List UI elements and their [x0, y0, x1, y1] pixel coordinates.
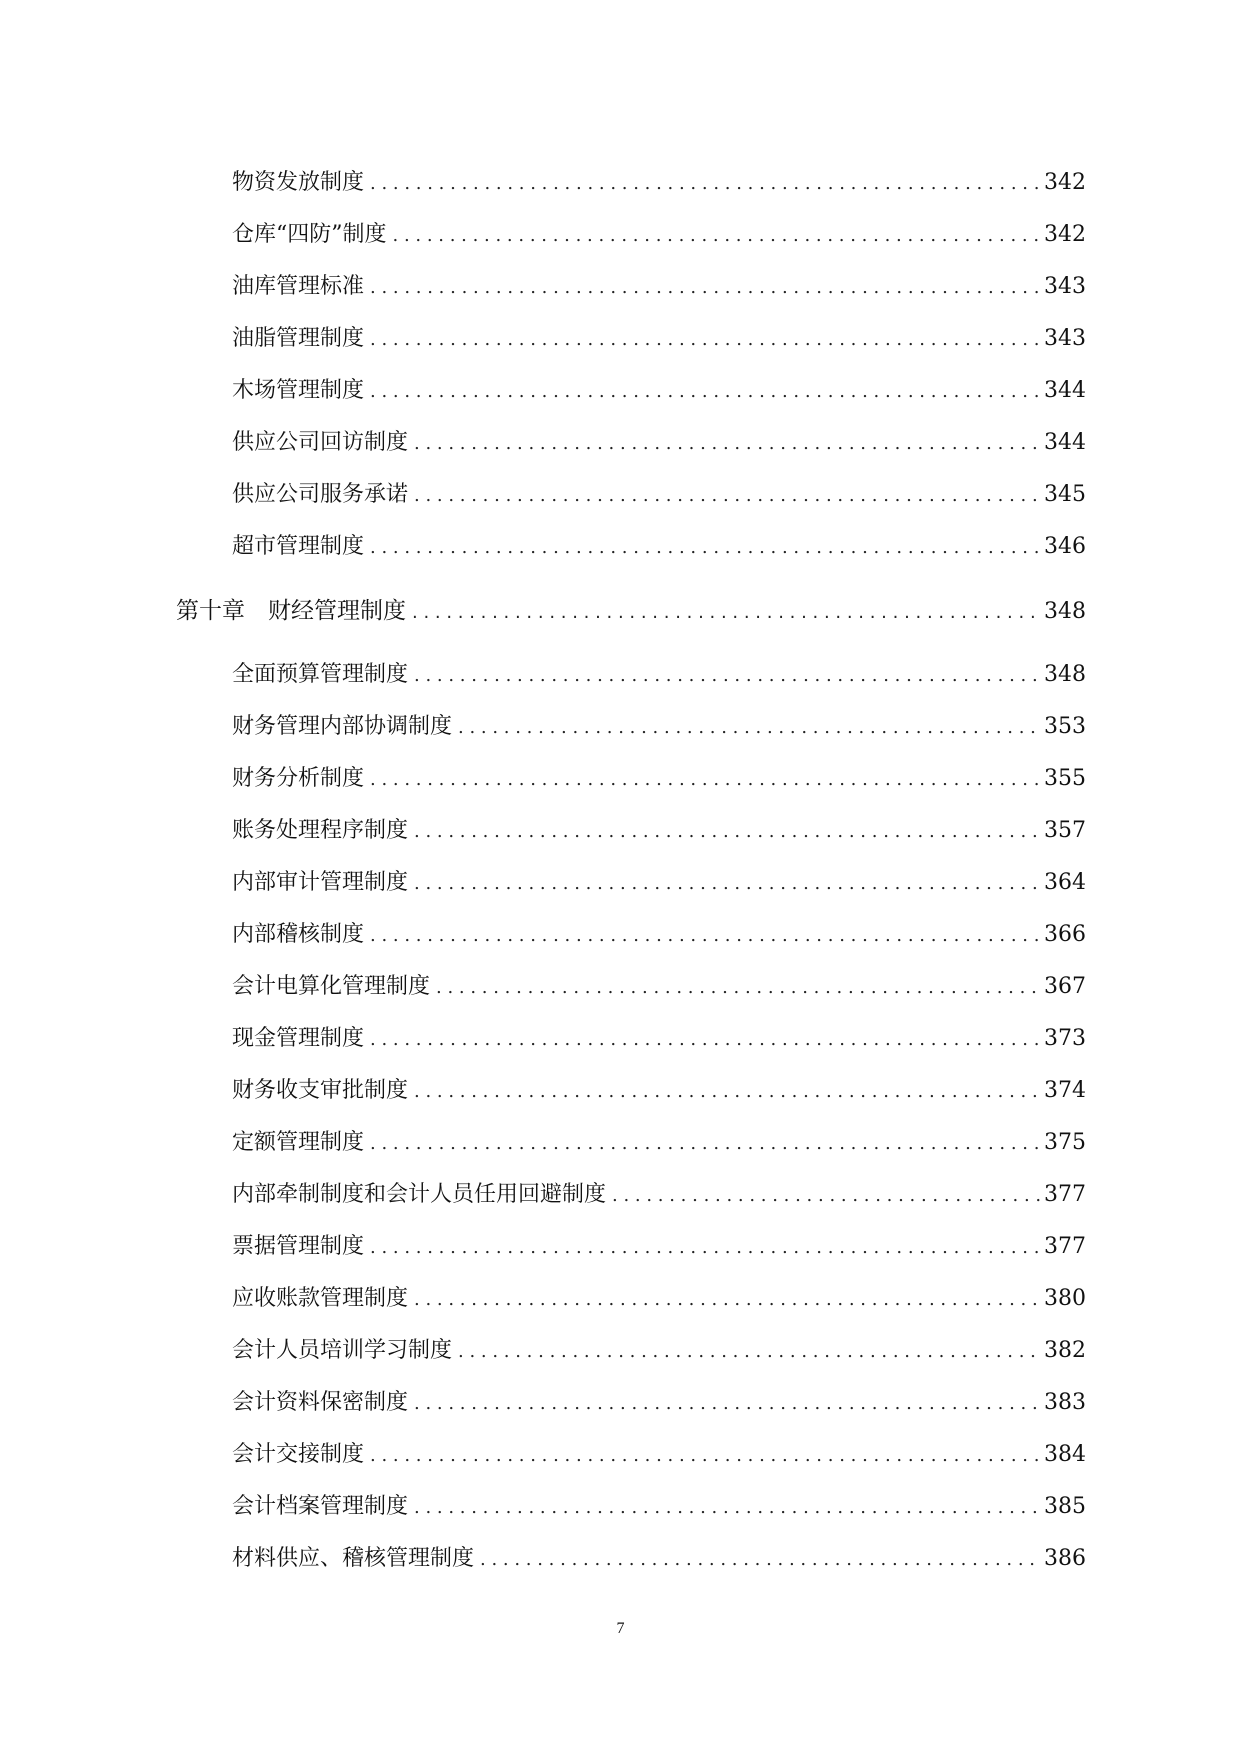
toc-entry[interactable] — [176, 961, 1086, 1013]
toc-entry-page-number: 364 — [1044, 870, 1086, 895]
toc-dot-leader — [370, 1430, 1040, 1482]
toc-entry-page-number: 373 — [1044, 1026, 1086, 1051]
toc-dot-leader — [370, 366, 1040, 418]
toc-entry-page-number: 383 — [1044, 1390, 1086, 1415]
toc-entry-page-number: 343 — [1044, 274, 1086, 299]
toc-entry-page-number: 375 — [1044, 1130, 1086, 1155]
toc-dot-leader — [414, 1066, 1040, 1118]
toc-entry-title: 定额管理制度 — [232, 1130, 365, 1155]
table-of-contents — [176, 157, 1086, 1585]
toc-entry-title: 账务处理程序制度 — [232, 818, 409, 843]
toc-entry-title: 供应公司服务承诺 — [232, 482, 409, 507]
toc-dot-leader — [414, 858, 1040, 910]
toc-dot-leader — [370, 158, 1040, 210]
toc-entry-title: 财务收支审批制度 — [232, 1078, 409, 1103]
toc-entry[interactable] — [176, 157, 1086, 209]
toc-dot-leader — [370, 1222, 1040, 1274]
toc-dot-leader — [370, 1118, 1040, 1170]
toc-entry-title: 超市管理制度 — [232, 534, 365, 559]
toc-entry[interactable] — [176, 701, 1086, 753]
toc-dot-leader — [370, 314, 1040, 366]
page-number: 7 — [616, 1620, 625, 1637]
toc-entry[interactable] — [176, 469, 1086, 521]
toc-entry-title: 材料供应、稽核管理制度 — [232, 1546, 475, 1571]
toc-entry-title: 现金管理制度 — [232, 1026, 365, 1051]
toc-entry[interactable] — [176, 417, 1086, 469]
toc-entry-title: 内部稽核制度 — [232, 922, 365, 947]
toc-entry-page-number: 342 — [1044, 170, 1086, 195]
toc-entry-page-number: 355 — [1044, 766, 1086, 791]
toc-entry[interactable] — [176, 1429, 1086, 1481]
toc-entry[interactable] — [176, 1065, 1086, 1117]
toc-entry[interactable] — [176, 649, 1086, 701]
toc-entry-page-number: 377 — [1044, 1234, 1086, 1259]
toc-entry-title: 财务分析制度 — [232, 766, 365, 791]
toc-entry-title: 财务管理内部协调制度 — [232, 714, 453, 739]
toc-entry-page-number: 374 — [1044, 1078, 1086, 1103]
toc-entry-title: 内部牵制制度和会计人员任用回避制度 — [232, 1182, 607, 1207]
toc-entry-title: 物资发放制度 — [232, 170, 365, 195]
toc-entry[interactable] — [176, 1533, 1086, 1585]
toc-entry[interactable] — [176, 365, 1086, 417]
toc-dot-leader — [414, 1378, 1040, 1430]
toc-entry-title: 会计资料保密制度 — [232, 1390, 409, 1415]
toc-dot-leader — [370, 262, 1040, 314]
toc-dot-leader — [370, 1014, 1040, 1066]
toc-dot-leader — [414, 806, 1040, 858]
toc-entry-title: 第十章 财经管理制度 — [176, 598, 406, 624]
toc-entry[interactable] — [176, 1221, 1086, 1273]
toc-entry[interactable] — [176, 857, 1086, 909]
toc-entry-page-number: 382 — [1044, 1338, 1086, 1363]
toc-entry[interactable] — [176, 805, 1086, 857]
toc-entry[interactable] — [176, 1377, 1086, 1429]
toc-entry[interactable] — [176, 1273, 1086, 1325]
toc-entry[interactable] — [176, 1117, 1086, 1169]
toc-entry-page-number: 366 — [1044, 922, 1086, 947]
toc-dot-leader — [612, 1170, 1040, 1222]
toc-entry-page-number: 343 — [1044, 326, 1086, 351]
toc-entry[interactable] — [176, 1169, 1086, 1221]
toc-entry[interactable] — [176, 753, 1086, 805]
toc-entry-page-number: 348 — [1044, 599, 1086, 624]
toc-dot-leader — [414, 1482, 1040, 1534]
toc-entry-page-number: 367 — [1044, 974, 1086, 999]
toc-entry[interactable] — [176, 209, 1086, 261]
toc-dot-leader — [458, 702, 1040, 754]
toc-dot-leader — [480, 1534, 1040, 1586]
toc-dot-leader — [393, 210, 1041, 262]
toc-entry-page-number: 357 — [1044, 818, 1086, 843]
toc-dot-leader — [458, 1326, 1040, 1378]
toc-entry-title: 应收账款管理制度 — [232, 1286, 409, 1311]
toc-chapter-entry[interactable] — [176, 585, 1086, 637]
toc-entry-title: 油脂管理制度 — [232, 326, 365, 351]
toc-entry-page-number: 344 — [1044, 378, 1086, 403]
toc-entry-title: 内部审计管理制度 — [232, 870, 409, 895]
toc-entry-page-number: 344 — [1044, 430, 1086, 455]
toc-entry-title: 会计人员培训学习制度 — [232, 1338, 453, 1363]
toc-entry[interactable] — [176, 521, 1086, 573]
toc-entry-page-number: 342 — [1044, 222, 1086, 247]
toc-entry-title: 仓库“四防”制度 — [232, 222, 387, 247]
toc-entry[interactable] — [176, 313, 1086, 365]
toc-entry-title: 油库管理标准 — [232, 274, 365, 299]
toc-dot-leader — [370, 754, 1040, 806]
toc-dot-leader — [370, 522, 1040, 574]
toc-entry-title: 全面预算管理制度 — [232, 662, 409, 687]
toc-entry-page-number: 386 — [1044, 1546, 1086, 1571]
toc-entry-title: 会计电算化管理制度 — [232, 974, 431, 999]
toc-entry-title: 票据管理制度 — [232, 1234, 365, 1259]
toc-entry[interactable] — [176, 1481, 1086, 1533]
toc-entry-page-number: 345 — [1044, 482, 1086, 507]
toc-dot-leader — [414, 650, 1040, 702]
toc-entry-page-number: 346 — [1044, 534, 1086, 559]
toc-dot-leader — [414, 1274, 1040, 1326]
toc-entry-title: 会计交接制度 — [232, 1442, 365, 1467]
toc-entry-page-number: 385 — [1044, 1494, 1086, 1519]
toc-entry[interactable] — [176, 261, 1086, 313]
toc-entry-page-number: 380 — [1044, 1286, 1086, 1311]
toc-entry-title: 木场管理制度 — [232, 378, 365, 403]
toc-dot-leader — [436, 962, 1040, 1014]
toc-entry-page-number: 384 — [1044, 1442, 1086, 1467]
toc-entry[interactable] — [176, 909, 1086, 961]
toc-entry-page-number: 348 — [1044, 662, 1086, 687]
toc-entry[interactable] — [176, 1013, 1086, 1065]
toc-entry-title: 会计档案管理制度 — [232, 1494, 409, 1519]
toc-entry[interactable] — [176, 1325, 1086, 1377]
toc-dot-leader — [414, 418, 1040, 470]
toc-dot-leader — [370, 910, 1040, 962]
toc-entry-page-number: 377 — [1044, 1182, 1086, 1207]
toc-dot-leader — [414, 470, 1040, 522]
toc-entry-page-number: 353 — [1044, 714, 1086, 739]
toc-dot-leader — [412, 587, 1040, 639]
toc-entry-title: 供应公司回访制度 — [232, 430, 409, 455]
